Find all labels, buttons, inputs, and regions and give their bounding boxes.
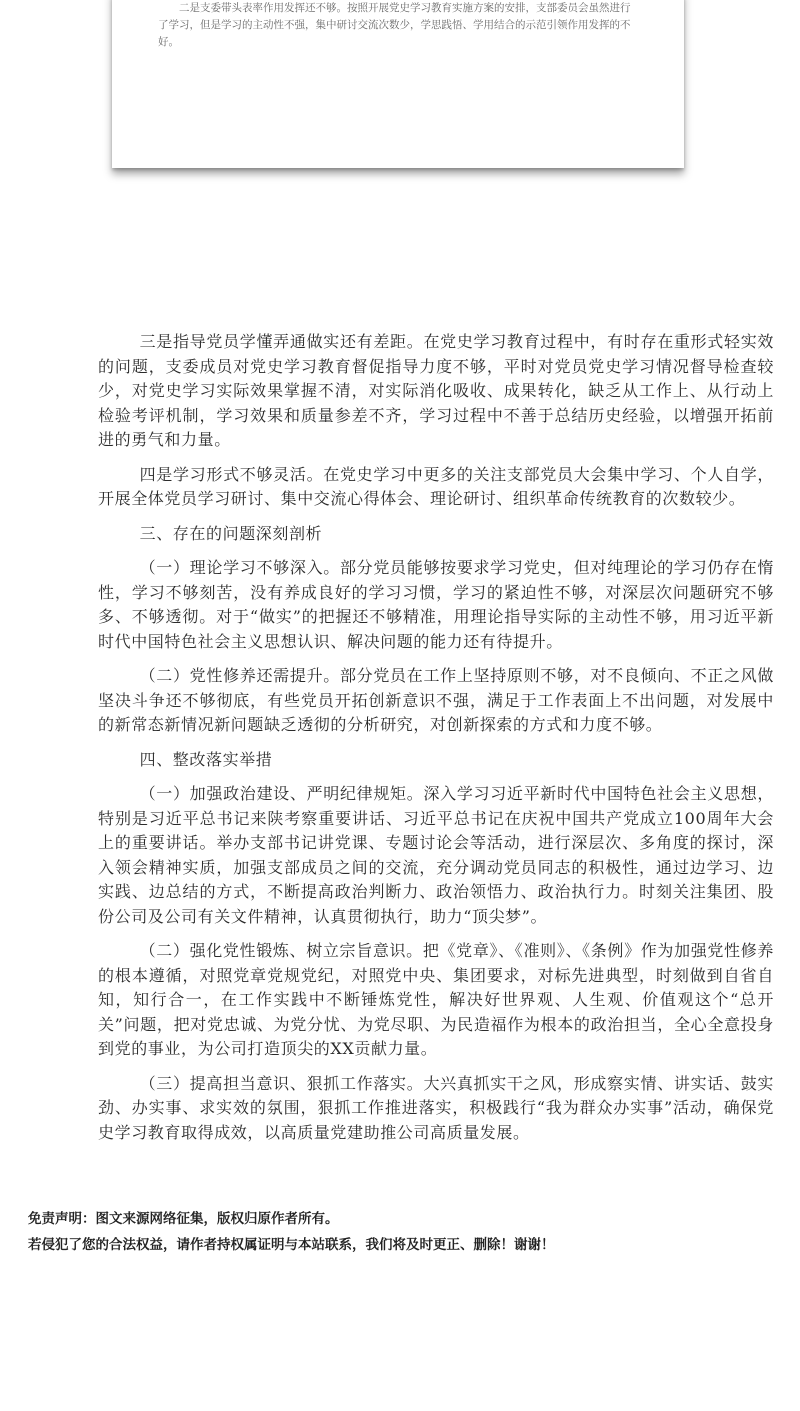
paragraph-party-training: （二）强化党性锻炼、树立宗旨意识。把《党章》、《准则》、《条例》作为加强党性修养的根本遵循，对照党章党规党纪，对照党中央、集团要求，对标先进典型，时刻做到自省自知，知行合一，在工作实践中不断锤炼党性，解决好世界观、人生观、价值观这个“总开关”问题，把对党忠诚、为党分忧、为党尽职、为民造福作为根本的政治担当，全心全意投身到党的事业，为公司打造顶尖的XX贡献力量。 [98, 941, 774, 1058]
paragraph-political-building: （一）加强政治建设、严明纪律规矩。深入学习习近平新时代中国特色社会主义思想，特别是习近平总书记来陕考察重要讲话、习近平总书记在庆祝中国共产党成立100周年大会上的重要讲话。举办支部书记讲党课、专题讨论会等活动，进行深层次、多角度的探讨，深入领会精神实质，加强支部成员之间的交流，充分调动党员同志的积极性，通过边学习、边实践、边总结的方式，不断提高政治判断力、政治领悟力、政治执行力。时刻关注集团、股份公司及公司有关文件精神，认真贯彻执行，助力“顶尖梦”。 [98, 784, 774, 926]
disclaimer [28, 1206, 788, 1258]
preview-paragraph: 二是支委带头表率作用发挥还不够。按照开展党史学习教育实施方案的安排，支部委员会虽然进行了学习，但是学习的主动性不强，集中研讨交流次数少，学思践悟、学用结合的示范引领作用发挥的不好。 [158, 2, 631, 48]
paragraph-work-implementation: （三）提高担当意识、狠抓工作落实。大兴真抓实干之风，形成察实情、讲实话、鼓实劲、办实事、求实效的氛围，狠抓工作推进落实，积极践行“我为群众办实事”活动，确保党史学习教育取得成效，以高质量党建助推公司高质量发展。 [98, 1073, 774, 1142]
paragraph-guidance-gap: 三是指导党员学懂弄通做实还有差距。在党史学习教育过程中，有时存在重形式轻实效的问题，支委成员对党史学习教育督促指导力度不够，平时对党员党史学习情况督导检查较少，对党史学习实际效果掌握不清，对实际消化吸收、成果转化，缺乏从工作上、从行动上检验考评机制，学习效果和质量参差不齐，学习过程中不善于总结历史经验，以增强开拓前进的勇气和力量。 [98, 332, 774, 449]
paragraph-theory-study: （一）理论学习不够深入。部分党员能够按要求学习党史，但对纯理论的学习仍存在惰性，学习不够刻苦，没有养成良好的学习习惯，学习的紧迫性不够，对深层次问题研究不够多、不够透彻。对于“做实”的把握还不够精准，用理论指导实际的主动性不够，用习近平新时代中国特色社会主义思想认识、解决问题的能力还有待提升。 [98, 558, 774, 651]
disclaimer-line-contact: 若侵犯了您的合法权益，请作者持权属证明与本站联系，我们将及时更正、删除！谢谢！ [28, 1237, 555, 1253]
section-heading-analysis: 三、存在的问题深刻剖析 [139, 523, 323, 543]
document-preview-card [112, 0, 684, 168]
paragraph-party-spirit: （二）党性修养还需提升。部分党员在工作上坚持原则不够，对不良倾向、不正之风做坚决斗争还不够彻底，有些党员开拓创新意识不强，满足于工作表面上不出问题，对发展中的新常态新情况新问题缺乏透彻的分析研究，对创新探索的方式和力度不够。 [98, 666, 774, 734]
document-body [98, 330, 774, 1155]
paragraph-learning-form: 四是学习形式不够灵活。在党史学习中更多的关注支部党员大会集中学习、个人自学，开展全体党员学习研讨、集中交流心得体会、理论研讨、组织革命传统教育的次数较少。 [98, 464, 774, 508]
section-heading-measures: 四、整改落实举措 [139, 749, 273, 769]
disclaimer-line-copyright: 免责声明：图文来源网络征集，版权归原作者所有。 [28, 1211, 339, 1227]
